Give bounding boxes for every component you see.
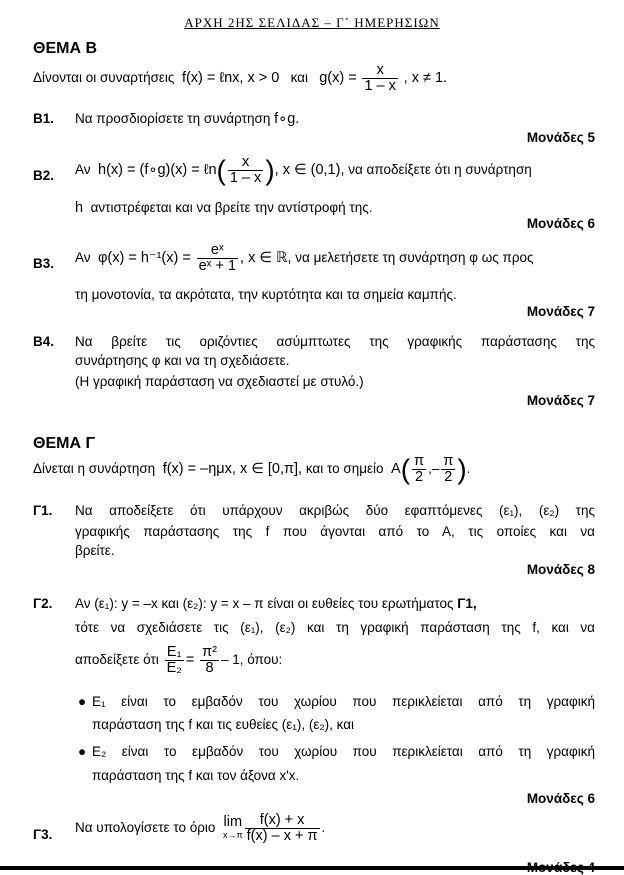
- g1-line1: Να αποδείξετε ότι υπάρχουν ακριβώς δύο εφαπτόμενες (ε₁), (ε₂) της: [75, 503, 595, 518]
- b2-marks: Μονάδες 6: [526, 216, 595, 231]
- b4-label: Β4.: [33, 334, 55, 349]
- g2-marks: Μονάδες 6: [526, 791, 595, 806]
- b4-marks: Μονάδες 7: [526, 393, 595, 408]
- b4-line3: (Η γραφική παράσταση να σχεδιαστεί με στυλό.): [75, 374, 364, 389]
- b3-label: Β3.: [33, 256, 55, 271]
- b3-line1: Αν φ(x) = h⁻¹(x) = $\frac{\text{eˣ}}{\text{eˣ + 1}}$ , x ∈ ℝ, να μελετήσετε τη συνάρτηση φ ως προς: [75, 242, 534, 274]
- theme-c-intro: Δίνεται η συνάρτηση f(x) = –ημx, x ∈ [0,π], και το σημείο Α( $\frac{\pi}{2}$ ,– $\frac{\pi}{2}$ ).: [33, 453, 471, 485]
- theme-c-title: ΘΕΜΑ Γ: [33, 435, 96, 452]
- g2-bullet2-line1: E₂ είναι το εμβαδόν του χωρίου που περικλείεται από τη γραφική: [92, 744, 595, 759]
- b2-line2: h αντιστρέφεται και να βρείτε την αντίστροφή της.: [75, 200, 373, 216]
- g3-line1: Να υπολογίσετε το όριο lim x→π $\frac{f(x) + x}{f(x) - x + \pi}$ .: [75, 812, 326, 844]
- g2-bullet1-line1: E₁ είναι το εμβαδόν του χωρίου που περικλείεται από τη γραφική: [92, 694, 595, 709]
- g2-line1: Αν (ε₁): y = –x και (ε₂): y = x – π είναι οι ευθείες του ερωτήματος Γ1,: [75, 596, 477, 611]
- g3-label: Γ3.: [33, 827, 53, 842]
- b4-line1: Να βρείτε τις οριζόντιες ασύμπτωτες της γραφικής παράστασης της: [75, 334, 595, 349]
- theme-b-title: ΘΕΜΑ Β: [33, 40, 97, 57]
- g2-bullet1-line2: παράσταση της f και τις ευθείες (ε₁), (ε₂), και: [92, 717, 355, 732]
- g1-label: Γ1.: [33, 503, 53, 518]
- b1-label: Β1.: [33, 111, 55, 126]
- b3-line2: τη μονοτονία, τα ακρότατα, την κυρτότητα και τα σημεία καμπής.: [75, 287, 457, 302]
- g2-bullet2-line2: παράσταση της f και τον άξονα x'x.: [92, 768, 300, 783]
- g1-line2: γραφικής παράστασης της f που άγονται από το Α, τις οποίες και να: [75, 524, 595, 539]
- b3-marks: Μονάδες 7: [526, 304, 595, 319]
- bullet-icon: ●: [78, 744, 87, 759]
- b1-marks: Μονάδες 5: [526, 130, 595, 145]
- g2-label: Γ2.: [33, 596, 53, 611]
- g1-line3: βρείτε.: [75, 543, 115, 558]
- g2-line2: τότε να σχεδιάσετε τις (ε₁), (ε₂) και τη γραφική παράσταση της f, και να: [75, 620, 595, 635]
- page-bottom-edge: [0, 866, 624, 870]
- b1-text: Να προσδιορίσετε τη συνάρτηση f∘g.: [75, 111, 300, 127]
- b4-line2: συνάρτησης φ και να τη σχεδιάσετε.: [75, 353, 290, 368]
- bullet-icon: ●: [78, 694, 87, 709]
- g1-marks: Μονάδες 8: [526, 562, 595, 577]
- g2-line3: αποδείξετε ότι $\frac{\text{E₁}}{\text{E₂}}$ = $\frac{\text{π²}}{8}$ – 1, όπου:: [75, 644, 283, 676]
- b2-label: Β2.: [33, 168, 55, 183]
- b2-line1: Αν h(x) = (f∘g)(x) = ℓn( $\frac{x}{1 - x}$ ), x ∈ (0,1), να αποδείξετε ότι η συνάρτηση: [75, 154, 532, 186]
- theme-b-intro: Δίνονται οι συναρτήσεις f(x) = ℓnx, x > 0 και g(x) = $\frac{x}{1 - x}$ , x ≠ 1.: [33, 62, 448, 94]
- page-header: ΑΡΧΗ 2ΗΣ ΣΕΛΙΔΑΣ – Γ΄ ΗΜΕΡΗΣΙΩΝ: [184, 15, 440, 30]
